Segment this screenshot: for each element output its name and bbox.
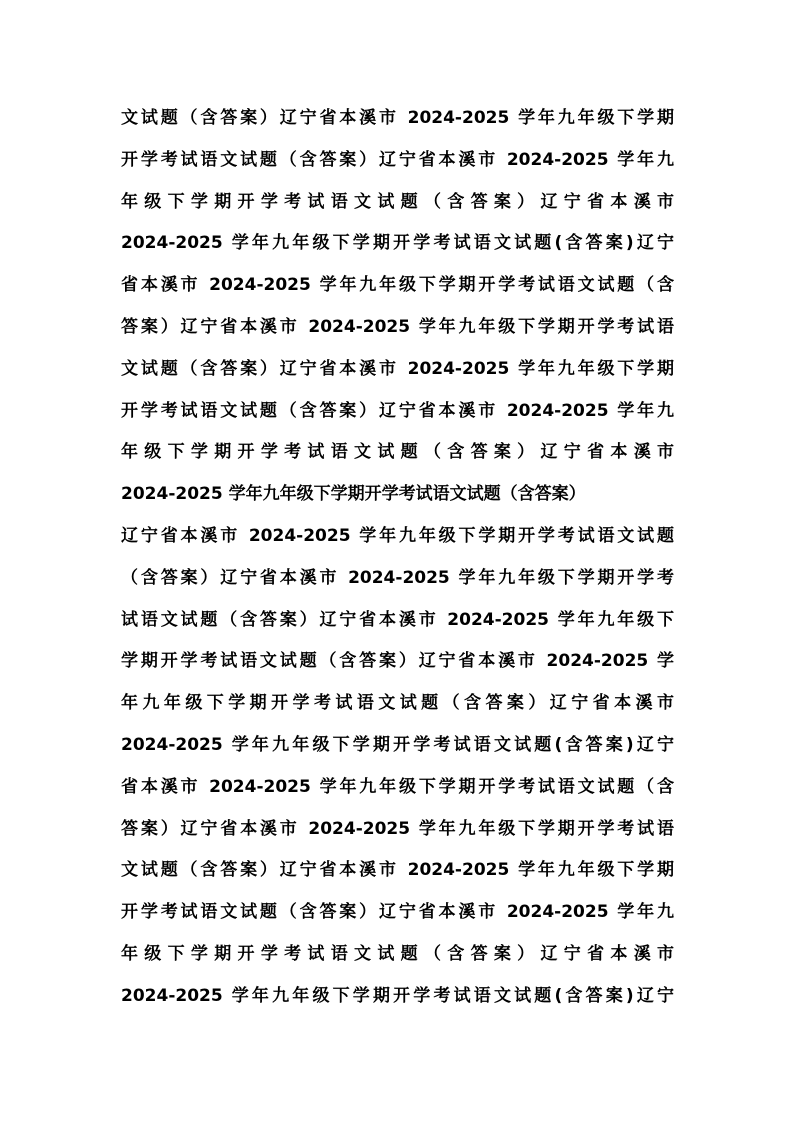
text-line: 省本溪市 2024-2025 学年九年级下学期开学考试语文试题（含 bbox=[121, 275, 674, 296]
text-line: 省本溪市 2024-2025 学年九年级下学期开学考试语文试题（含 bbox=[121, 776, 674, 797]
text-line: 学期开学考试语文试题（含答案）辽宁省本溪市 2024-2025 学 bbox=[121, 651, 674, 672]
text-line: 2024-2025 学年九年级下学期开学考试语文试题(含答案)辽宁 bbox=[121, 233, 674, 254]
text-line: 答案）辽宁省本溪市 2024-2025 学年九年级下学期开学考试语 bbox=[121, 818, 674, 839]
text-line: 年级下学期开学考试语文试题（含答案）辽宁省本溪市 bbox=[121, 191, 674, 212]
text-line: 文试题（含答案）辽宁省本溪市 2024-2025 学年九年级下学期 bbox=[121, 108, 674, 128]
text-line: 年九年级下学期开学考试语文试题（含答案）辽宁省本溪市 bbox=[121, 693, 674, 714]
text-line: 2024-2025 学年九年级下学期开学考试语文试题(含答案)辽宁 bbox=[121, 734, 674, 755]
paragraph-2 bbox=[121, 516, 674, 1018]
text-line: （含答案）辽宁省本溪市 2024-2025 学年九年级下学期开学考 bbox=[121, 567, 674, 588]
text-line: 开学考试语文试题（含答案）辽宁省本溪市 2024-2025 学年九 bbox=[121, 400, 674, 421]
text-line: 辽宁省本溪市 2024-2025 学年九年级下学期开学考试语文试题 bbox=[121, 525, 674, 546]
text-line: 开学考试语文试题（含答案）辽宁省本溪市 2024-2025 学年九 bbox=[121, 149, 674, 170]
text-line: 文试题（含答案）辽宁省本溪市 2024-2025 学年九年级下学期 bbox=[121, 860, 674, 881]
text-line: 文试题（含答案）辽宁省本溪市 2024-2025 学年九年级下学期 bbox=[121, 358, 674, 379]
text-line: 答案）辽宁省本溪市 2024-2025 学年九年级下学期开学考试语 bbox=[121, 316, 674, 337]
text-line: 年级下学期开学考试语文试题（含答案）辽宁省本溪市 bbox=[121, 943, 674, 964]
text-line: 开学考试语文试题（含答案）辽宁省本溪市 2024-2025 学年九 bbox=[121, 902, 674, 923]
text-line: 2024-2025 学年九年级下学期开学考试语文试题(含答案)辽宁 bbox=[121, 985, 674, 1006]
text-line: 试语文试题（含答案）辽宁省本溪市 2024-2025 学年九年级下 bbox=[121, 609, 674, 630]
text-line: 2024-2025 学年九年级下学期开学考试语文试题（含答案） bbox=[121, 484, 586, 505]
document-body bbox=[121, 98, 674, 1018]
paragraph-1 bbox=[121, 98, 674, 516]
text-line: 年级下学期开学考试语文试题（含答案）辽宁省本溪市 bbox=[121, 442, 674, 463]
